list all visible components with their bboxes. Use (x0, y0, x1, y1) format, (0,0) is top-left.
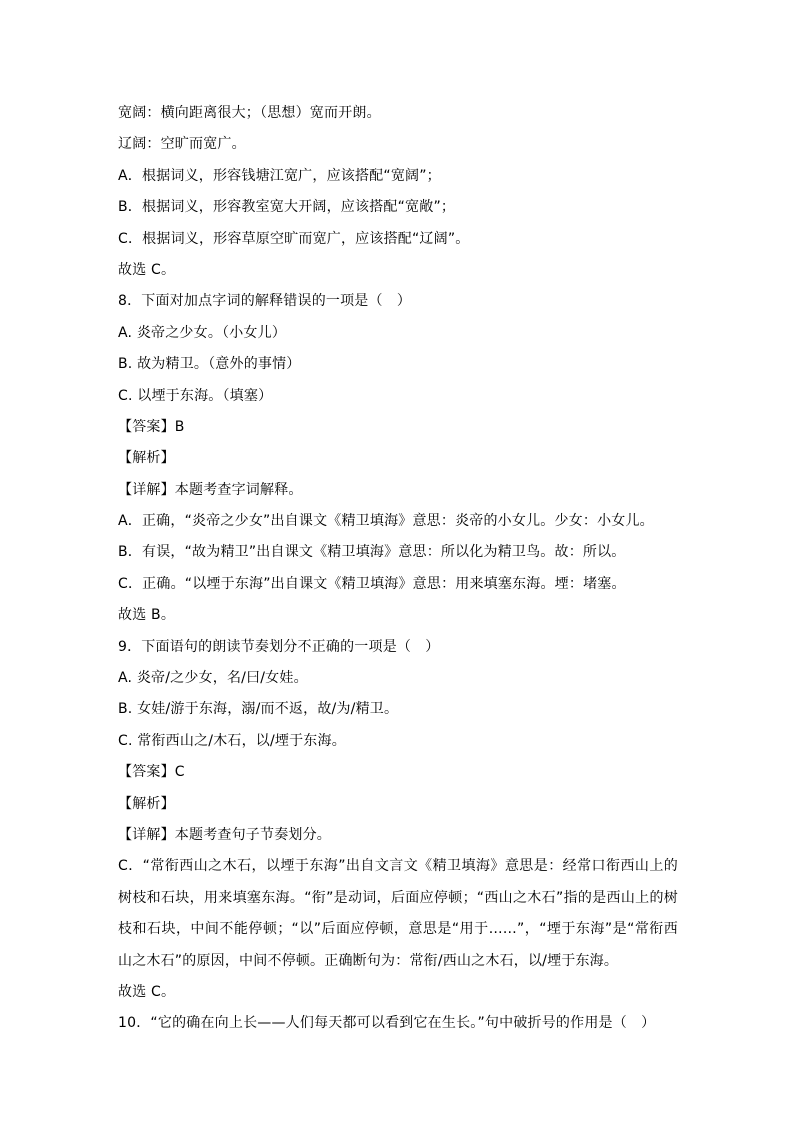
question-8-analysis-heading: 【解析】 (118, 450, 175, 467)
question-9-detail-heading: 【详解】本题考查句子节奏划分。 (118, 826, 331, 843)
question-9-option-c: C. 常衔西山之/木石，以/堙于东海。 (118, 732, 346, 749)
question-9-analysis-heading: 【解析】 (118, 795, 175, 812)
question-9-option-b: B. 女娃/游于东海，溺/而不返，故/为/精卫。 (118, 701, 399, 718)
analysis-option-b: B．根据词义，形容教室宽大开阔，应该搭配“宽敞”； (118, 199, 456, 216)
analysis-option-c: C．根据词义，形容草原空旷而宽广，应该搭配“辽阔”。 (118, 230, 470, 247)
question-10-stem: 10．“它的确在向上长——人们每天都可以看到它在生长。”句中破折号的作用是（ ） (118, 1015, 656, 1032)
question-8-detail-a: A．正确，“炎帝之少女”出自课文《精卫填海》意思：炎帝的小女儿。少女：小女儿。 (118, 513, 654, 530)
analysis-option-a: A．根据词义，形容钱塘江宽广，应该搭配“宽阔”； (118, 167, 441, 184)
question-8-option-b: B. 故为精卫。（意外的事情） (118, 356, 301, 373)
conclusion-q9: 故选 C。 (118, 984, 176, 1000)
question-8-detail-heading: 【详解】本题考查字词解释。 (118, 481, 303, 498)
question-9-stem: 9．下面语句的朗读节奏划分不正确的一项是（ ） (118, 638, 440, 655)
question-9-detail-paragraph: C．“常衔西山之木石，以堙于东海”出自文言文《精卫填海》意思是：经常口衔西山上的树枝和石块，用来填塞东海。“衔”是动词，后面应停顿；“西山之木石”指的是西山上的树枝和石块，中间不能停顿；“以”后面应停顿，意思是“用于……”，“堙于东海”是“常衔西山之木石”的原因，中间不停顿。正确断句为：常衔/西山之木石，以/堙于东海。 (118, 858, 678, 969)
conclusion-q7: 故选 C。 (118, 261, 176, 278)
definition-kuankuo: 宽阔：横向距离很大；（思想）宽而开朗。 (118, 105, 381, 121)
question-8-option-a: A. 炎帝之少女。（小女儿） (118, 324, 287, 341)
question-8-detail-b: B．有误，“故为精卫”出自课文《精卫填海》意思：所以化为精卫鸟。故：所以。 (118, 544, 626, 561)
document-content (118, 98, 678, 1040)
conclusion-q8: 故选 B。 (118, 607, 176, 624)
question-8-stem: 8．下面对加点字词的解释错误的一项是（ ） (118, 293, 412, 310)
question-8-detail-c: C．正确。“以堙于东海”出自课文《精卫填海》意思：用来填塞东海。堙：堵塞。 (118, 575, 626, 592)
definition-liaokuo: 辽阔：空旷而宽广。 (118, 136, 246, 153)
question-9-option-a: A. 炎帝/之少女，名/曰/女娃。 (118, 670, 308, 687)
question-8-option-c: C. 以堙于东海。（填塞） (118, 387, 273, 404)
question-8-answer: 【答案】B (118, 418, 185, 435)
question-9-answer: 【答案】C (118, 764, 185, 781)
